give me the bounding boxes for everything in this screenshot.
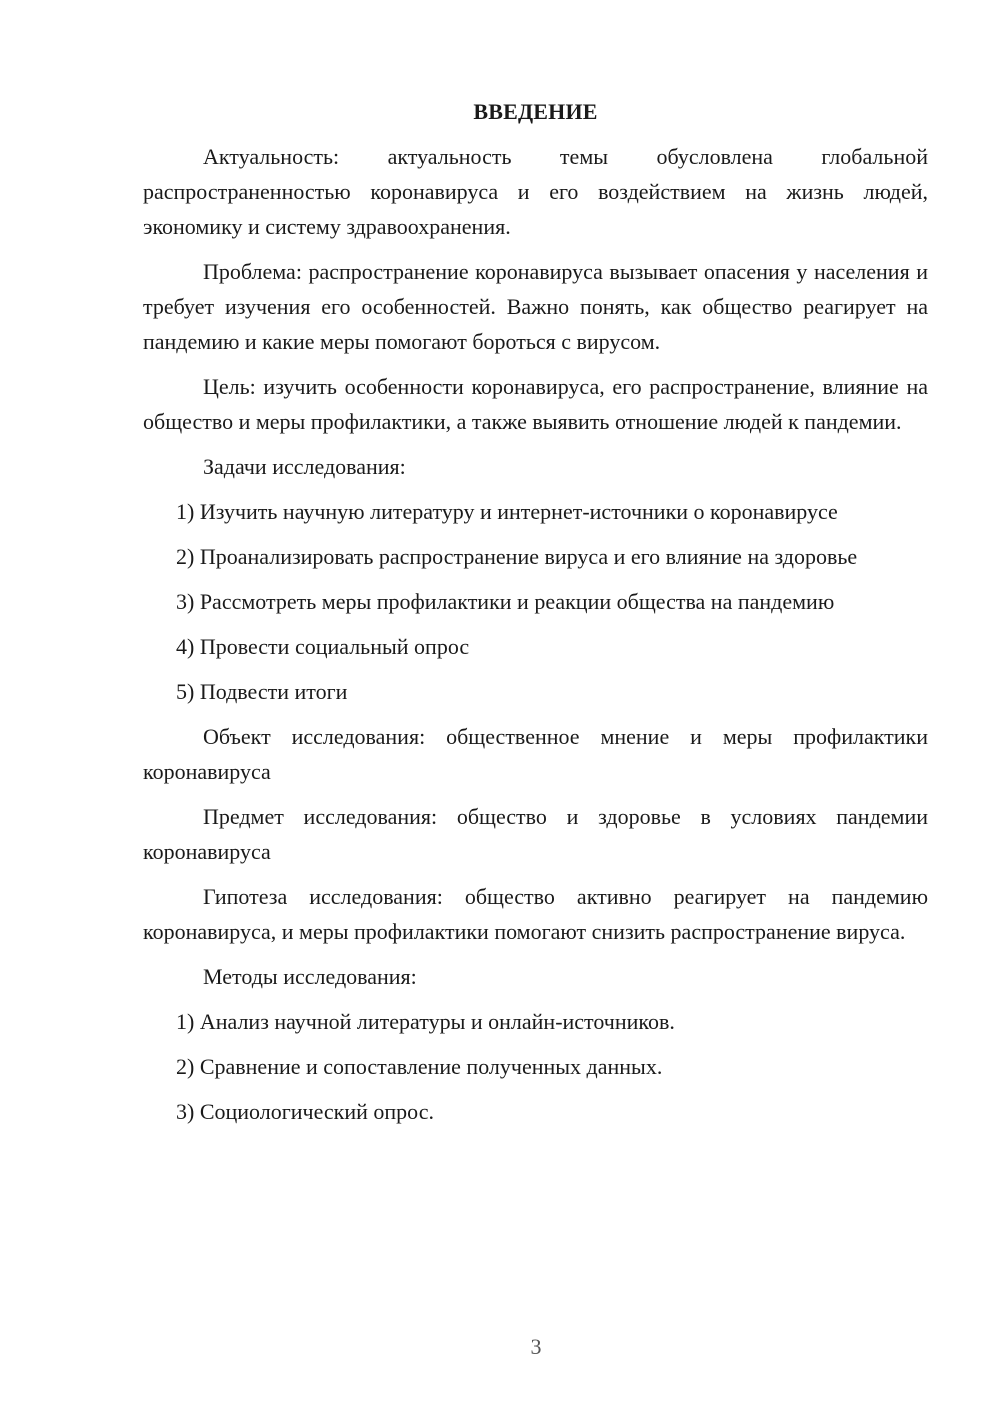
method-item-2: 2) Сравнение и сопоставление полученных данных. <box>176 1054 663 1079</box>
paragraph-goal: Цель: изучить особенности коронавируса, его распространение, влияние на общество и меры профилактики, а также выявить отношение людей к пандемии. <box>143 374 928 434</box>
page-number: 3 <box>530 1334 542 1359</box>
paragraph-problem: Проблема: распространение коронавируса вызывает опасения у населения и требует изучения его особенностей. Важно понять, как общество реагирует на пандемию и какие меры помогают бороться с вирусом. <box>143 259 928 354</box>
paragraph-hypothesis: Гипотеза исследования: общество активно реагирует на пандемию коронавируса, и меры профилактики помогают снизить распространение вируса. <box>143 884 928 944</box>
methods-heading: Методы исследования: <box>203 964 417 989</box>
paragraph-relevance: Актуальность: актуальность темы обусловлена глобальной распространенностью коронавируса и его воздействием на жизнь людей, экономику и систему здравоохранения. <box>143 144 928 239</box>
task-item-1: 1) Изучить научную литературу и интернет-источники о коронавирусе <box>176 499 838 524</box>
method-item-1: 1) Анализ научной литературы и онлайн-источников. <box>176 1009 675 1034</box>
task-item-3: 3) Рассмотреть меры профилактики и реакции общества на пандемию <box>176 589 835 614</box>
page-content <box>143 94 928 1139</box>
method-item-3: 3) Социологический опрос. <box>176 1099 434 1124</box>
paragraph-subject: Предмет исследования: общество и здоровье в условиях пандемии коронавируса <box>143 804 928 864</box>
task-item-5: 5) Подвести итоги <box>176 679 348 704</box>
paragraph-object: Объект исследования: общественное мнение и меры профилактики коронавируса <box>143 724 928 784</box>
page-title: ВВЕДЕНИЕ <box>473 99 598 124</box>
tasks-heading: Задачи исследования: <box>203 454 406 479</box>
task-item-2: 2) Проанализировать распространение вируса и его влияние на здоровье <box>176 544 858 569</box>
task-item-4: 4) Провести социальный опрос <box>176 634 470 659</box>
